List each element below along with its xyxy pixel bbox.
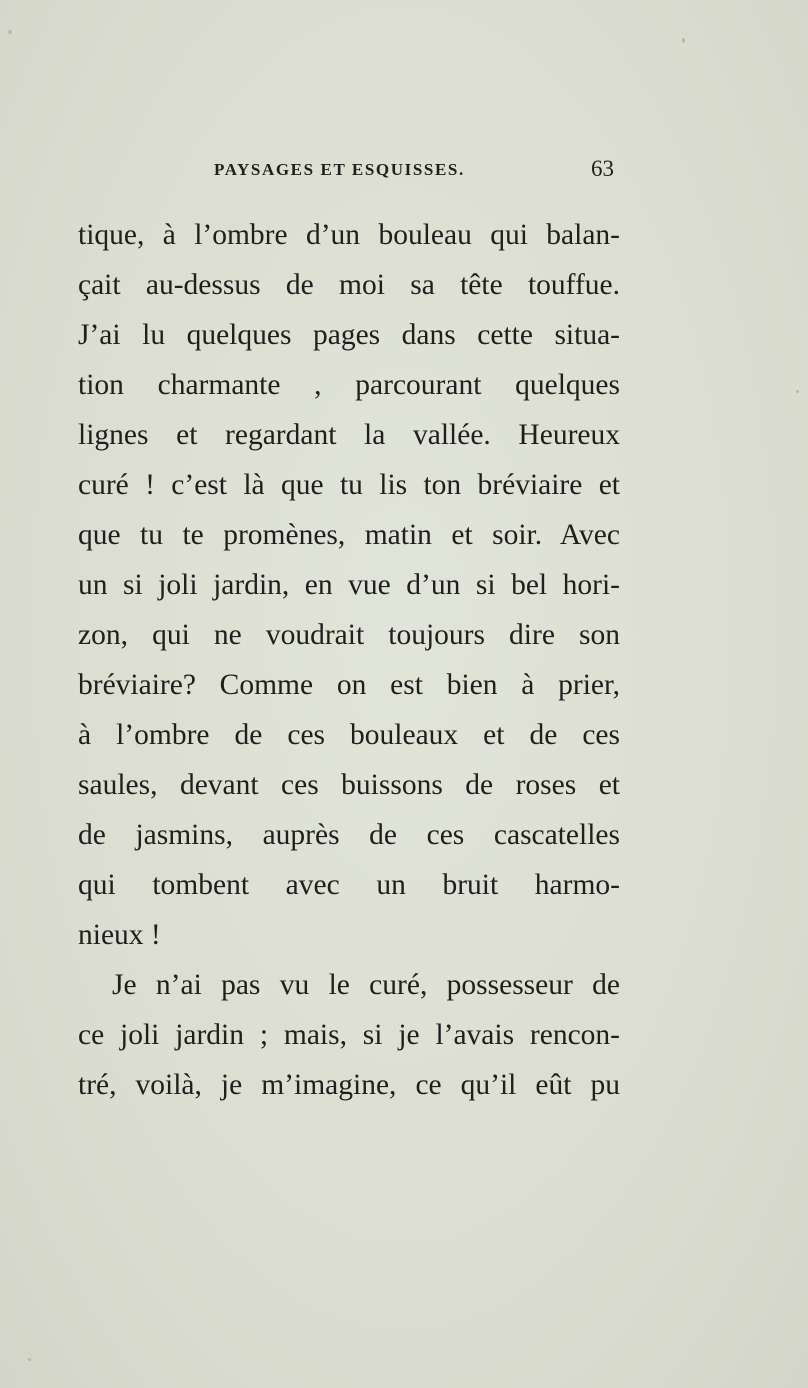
text-line: curé ! c’est là que tu lis ton bréviaire et (78, 469, 620, 501)
text-line: nieux ! (78, 919, 161, 951)
text-line: bréviaire? Comme on est bien à prier, (78, 669, 620, 701)
text-line: qui tombent avec un bruit harmo- (78, 869, 620, 901)
paragraph (78, 960, 620, 1110)
text-line: de jasmins, auprès de ces cascatelles (78, 819, 620, 851)
body-text (78, 210, 620, 1110)
text-line: tion charmante , parcourant quelques (78, 369, 620, 401)
text-line: Je n’ai pas vu le curé, possesseur de (112, 969, 620, 1001)
paper-speck (8, 30, 12, 34)
text-line: J’ai lu quelques pages dans cette situa- (78, 319, 620, 351)
running-title: PAYSAGES ET ESQUISSES. (214, 160, 465, 179)
text-line: un si joli jardin, en vue d’un si bel hori- (78, 569, 620, 601)
text-line: tique, à l’ombre d’un bouleau qui balan- (78, 219, 620, 251)
page-number: 63 (591, 156, 614, 181)
text-line: à l’ombre de ces bouleaux et de ces (78, 719, 620, 751)
text-line: saules, devant ces buissons de roses et (78, 769, 620, 801)
text-line: çait au-dessus de moi sa tête touffue. (78, 269, 620, 301)
page-header (0, 156, 808, 190)
paper-speck (682, 38, 685, 43)
paragraph (78, 210, 620, 960)
paper-speck (796, 390, 799, 393)
text-line: ce joli jardin ; mais, si je l’avais rencon- (78, 1019, 620, 1051)
text-line: tré, voilà, je m’imagine, ce qu’il eût pu (78, 1069, 620, 1101)
text-line: zon, qui ne voudrait toujours dire son (78, 619, 620, 651)
text-line: que tu te promènes, matin et soir. Avec (78, 519, 620, 551)
text-line: lignes et regardant la vallée. Heureux (78, 419, 620, 451)
paper-speck (28, 1358, 31, 1361)
